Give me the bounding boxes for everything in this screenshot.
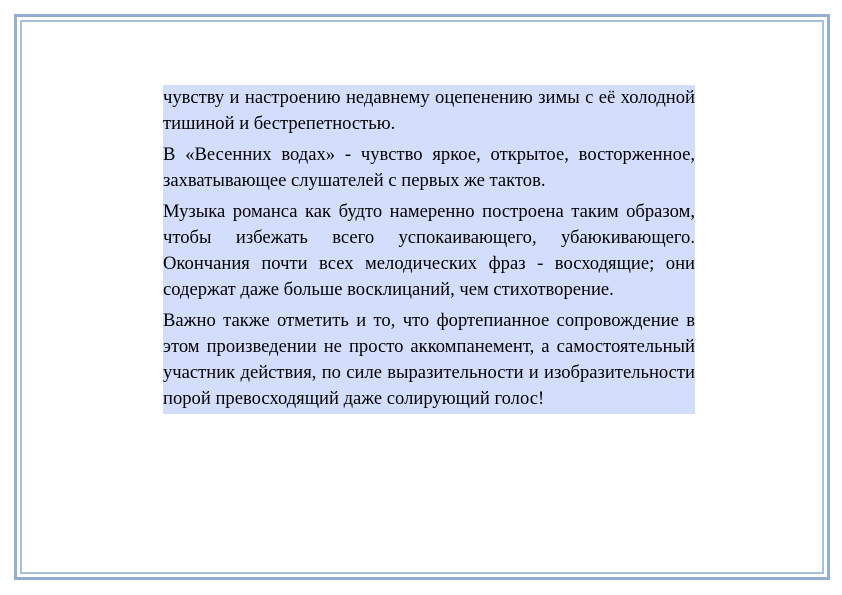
paragraph-3: Музыка романса как будто намеренно построена таким образом, чтобы избежать всего успокаивающего, убаюкивающего. Окончания почти всех мелодических фраз - восходящие; они содержат даже больше восклицаний, чем стихотворение. [163, 201, 695, 300]
paragraph-2: В «Весенних водах» - чувство яркое, открытое, восторженное, захватывающее слушателей с первых же тактов. [163, 144, 695, 191]
paragraph-4: Важно также отметить и то, что фортепианное сопровождение в этом произведении не просто аккомпанемент, а самостоятельный участник действия, по силе выразительности и изобразительности порой превосходящий даже солирующий голос! [163, 310, 695, 409]
paragraph-1: чувству и настроению недавнему оцепенению зимы с её холодной тишиной и бестрепетностью. [163, 87, 695, 134]
text-block [163, 85, 695, 414]
